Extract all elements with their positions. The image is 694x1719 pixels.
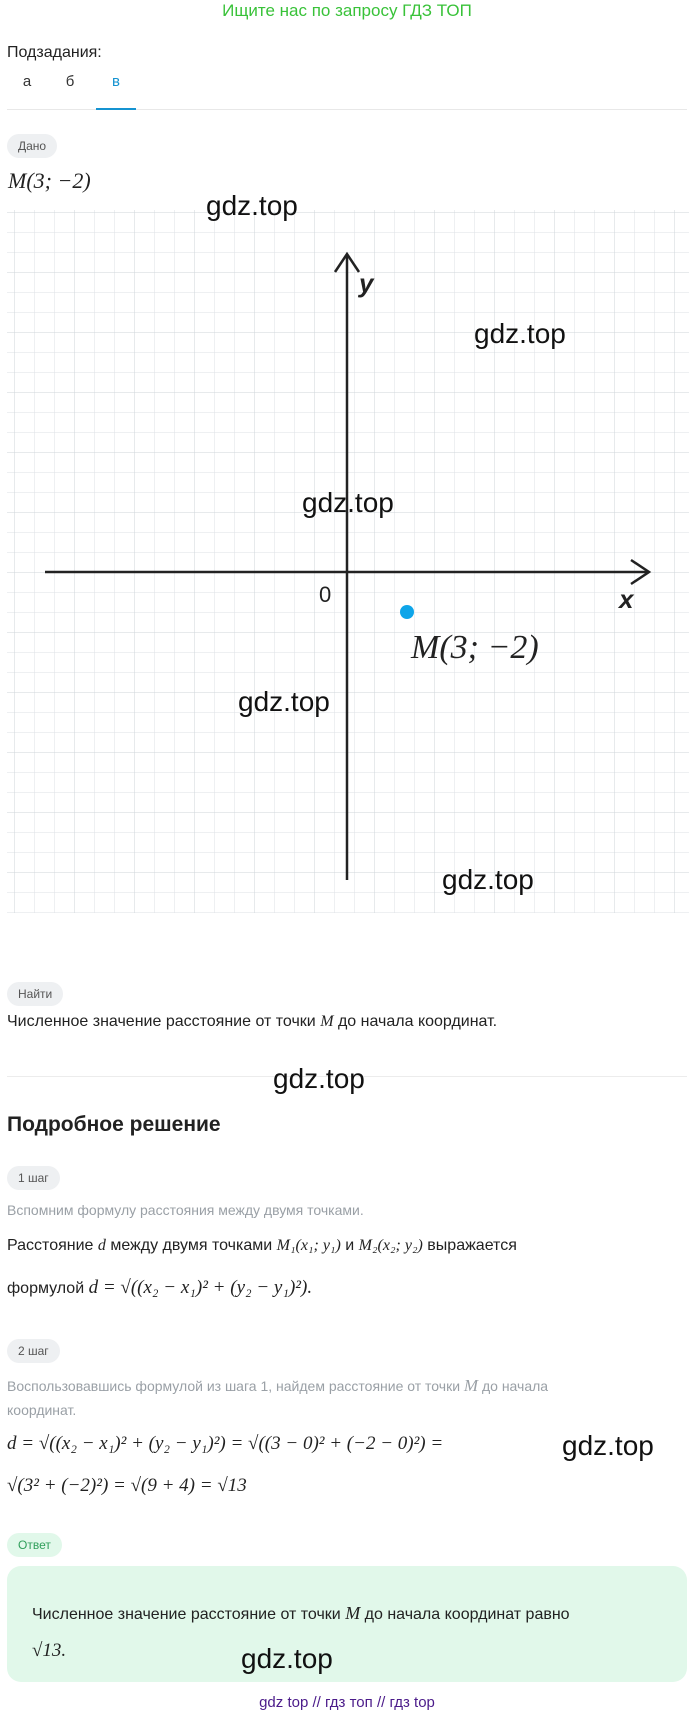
- subtasks-label: Подзадания:: [7, 44, 102, 61]
- watermark: gdz.top: [273, 1063, 365, 1094]
- watermark: gdz.top: [442, 864, 534, 895]
- step2-formula-line2: √(3² + (−2)²) = √(9 + 4) = √13: [7, 1475, 247, 1496]
- subtask-tabs: [7, 70, 687, 110]
- footer-separator: //: [376, 1694, 386, 1711]
- watermark: gdz.top: [302, 487, 394, 518]
- find-chip: Найти: [7, 982, 63, 1006]
- answer-text: Численное значение расстояние от точки M до начала координат равно √13.: [32, 1603, 570, 1661]
- footer-separator: //: [312, 1694, 321, 1711]
- coordinate-plane: [7, 210, 689, 913]
- watermark: gdz.top: [206, 190, 298, 221]
- watermark: gdz.top: [238, 686, 330, 717]
- origin-label: 0: [319, 582, 332, 607]
- step2-hint: Воспользовавшись формулой из шага 1, найдем расстояние от точки M до начала координат.: [7, 1376, 549, 1418]
- watermark: gdz.top: [474, 318, 566, 349]
- step2-formula-line1: d = √((x₂ − x₁)² + (y₂ − y₁)²) = √((3 − 0)² + (−2 − 0)²) =: [7, 1433, 444, 1454]
- step1-chip: 1 шаг: [7, 1166, 60, 1190]
- tab-a[interactable]: а: [22, 73, 32, 90]
- point-m-label: M(3; −2): [411, 629, 539, 666]
- footer-link-1[interactable]: gdz top: [259, 1694, 309, 1711]
- search-banner: Ищите нас по запросу ГДЗ ТОП: [222, 1, 472, 20]
- solution-heading: Подробное решение: [7, 1113, 221, 1136]
- footer-links: [0, 1694, 694, 1711]
- footer-link-2[interactable]: гдз топ: [325, 1694, 373, 1711]
- given-point: M(3; −2): [8, 168, 91, 193]
- answer-chip: Ответ: [7, 1533, 62, 1557]
- tab-b[interactable]: б: [65, 73, 75, 90]
- step2-chip: 2 шаг: [7, 1339, 60, 1363]
- given-chip: Дано: [7, 134, 57, 158]
- step1-hint: Вспомним формулу расстояния между двумя точками.: [7, 1202, 364, 1218]
- footer-link-3[interactable]: гдз top: [389, 1694, 435, 1711]
- point-m: [400, 605, 414, 619]
- watermark: gdz.top: [241, 1643, 333, 1674]
- watermark: gdz.top: [558, 1430, 658, 1462]
- find-text: Численное значение расстояние от точки M до начала координат.: [7, 1013, 498, 1030]
- step1-line1: Расстояние d между двумя точками M₁(x₁; y₁) и M₂(x₂; y₂) выражается: [7, 1237, 517, 1254]
- tab-v[interactable]: в: [96, 70, 136, 110]
- answer-box: [7, 1566, 687, 1682]
- y-axis-label: y: [359, 268, 374, 298]
- distance-formula: d = √((x₂ − x₁)² + (y₂ − y₁)²).: [88, 1277, 313, 1298]
- answer-value: √13.: [32, 1640, 67, 1661]
- step1-line2: формулой d = √((x₂ − x₁)² + (y₂ − y₁)²).: [7, 1277, 313, 1298]
- var-m: M: [320, 1013, 334, 1030]
- x-axis-label: x: [619, 584, 634, 614]
